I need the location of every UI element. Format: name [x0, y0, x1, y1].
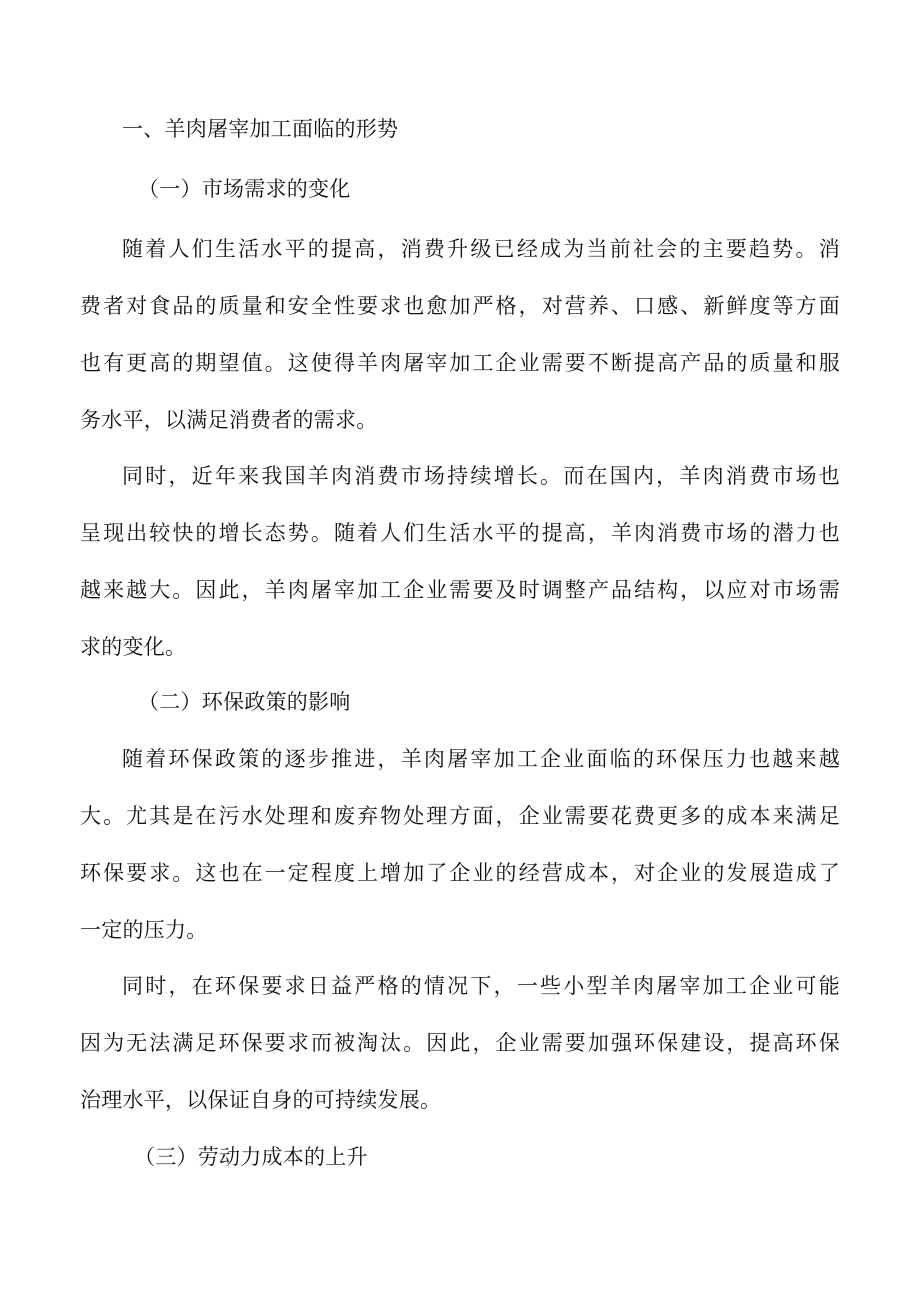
paragraph-line: 呈现出较快的增长态势。随着人们生活水平的提高，羊肉消费市场的潜力也	[80, 521, 840, 545]
subsection-title-labor-cost: （三）劳动力成本的上升	[134, 1145, 368, 1169]
paragraph-line: 随着人们生活水平的提高，消费升级已经成为当前社会的主要趋势。消	[122, 237, 840, 261]
subsection-title-market: （一）市场需求的变化	[138, 177, 351, 201]
paragraph-line: 环保要求。这也在一定程度上增加了企业的经营成本，对企业的发展造成了	[80, 861, 840, 885]
paragraph-line: 务水平，以满足消费者的需求。	[80, 408, 378, 432]
paragraph-line: 一定的压力。	[80, 918, 208, 942]
paragraph-line: 治理水平，以保证自身的可持续发展。	[80, 1088, 442, 1112]
paragraph-line: 求的变化。	[80, 635, 187, 659]
subsection-title-environment: （二）环保政策的影响	[138, 690, 351, 714]
paragraph-line: 大。尤其是在污水处理和废弃物处理方面，企业需要花费更多的成本来满足	[80, 804, 840, 828]
paragraph-line: 费者对食品的质量和安全性要求也愈加严格，对营养、口感、新鲜度等方面	[80, 294, 840, 318]
paragraph-line: 越来越大。因此，羊肉屠宰加工企业需要及时调整产品结构，以应对市场需	[80, 578, 840, 602]
paragraph-line: 也有更高的期望值。这使得羊肉屠宰加工企业需要不断提高产品的质量和服	[80, 351, 840, 375]
paragraph-line: 因为无法满足环保要求而被淘汰。因此，企业需要加强环保建设，提高环保	[80, 1031, 840, 1055]
paragraph-line: 同时，在环保要求日益严格的情况下，一些小型羊肉屠宰加工企业可能	[122, 974, 840, 998]
paragraph-line: 同时，近年来我国羊肉消费市场持续增长。而在国内，羊肉消费市场也	[122, 464, 840, 488]
section-title: 一、羊肉屠宰加工面临的形势	[122, 117, 399, 141]
paragraph-line: 随着环保政策的逐步推进，羊肉屠宰加工企业面临的环保压力也越来越	[122, 747, 840, 771]
